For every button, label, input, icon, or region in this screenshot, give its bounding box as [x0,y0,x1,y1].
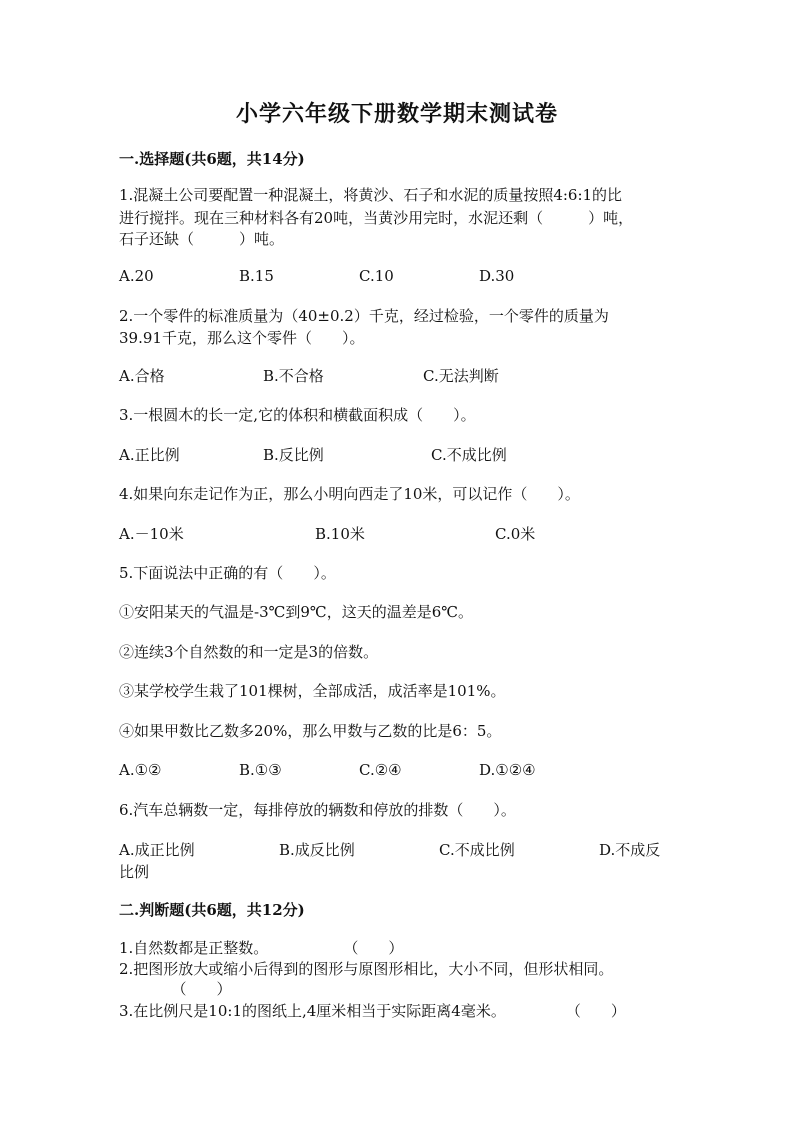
page-title: 小学六年级下册数学期末测试卷 [235,101,558,127]
q5-statement-4: ④如果甲数比乙数多20%，那么甲数与乙数的比是6：5。 [119,722,502,740]
q1-option-c: C.10 [359,267,394,285]
judge-item-3: 3.在比例尺是10:1的图纸上,4厘米相当于实际距离4毫米。 （ ） [119,1002,626,1020]
q1-option-a: A.20 [119,267,154,285]
q1-line-2: 进行搅拌。现在三种材料各有20吨，当黄沙用完时，水泥还剩（ ）吨， [119,209,634,227]
judge-item-2: 2.把图形放大或缩小后得到的图形与原图形相比，大小不同，但形状相同。 [119,960,614,978]
q5-option-a: A.①② [119,761,162,779]
q2-option-b: B.不合格 [263,367,324,385]
q2-line-2: 39.91千克，那么这个零件（ ）。 [119,329,365,347]
judge-item-1: 1.自然数都是正整数。 （ ） [119,939,404,957]
q3-line-1: 3.一根圆木的长一定,它的体积和横截面积成（ ）。 [119,406,476,424]
q6-option-c: C.不成比例 [439,841,515,859]
q5-option-d: D.①②④ [479,761,536,779]
q1-line-3: 石子还缺（ ）吨。 [119,230,285,248]
judge-item-2-bracket: （ ） [119,980,232,998]
q5-statement-2: ②连续3个自然数的和一定是3的倍数。 [119,643,379,661]
q4-option-b: B.10米 [315,525,365,543]
section-heading-judge: 二.判断题(共6题，共12分) [119,901,305,919]
q5-statement-3: ③某学校学生栽了101棵树，全部成活，成活率是101%。 [119,682,506,700]
q3-option-c: C.不成比例 [431,446,507,464]
q4-line-1: 4.如果向东走记作为正，那么小明向西走了10米，可以记作（ ）。 [119,485,580,503]
q6-line-1: 6.汽车总辆数一定，每排停放的辆数和停放的排数（ ）。 [119,801,516,819]
q4-option-c: C.0米 [495,525,536,543]
q1-option-d: D.30 [479,267,515,285]
q6-option-b: B.成反比例 [279,841,355,859]
q6-option-a: A.成正比例 [119,841,195,859]
q5-option-b: B.①③ [239,761,282,779]
section-heading-choice: 一.选择题(共6题，共14分) [119,150,305,168]
q5-option-c: C.②④ [359,761,402,779]
q6-option-d-wrap: 比例 [119,863,150,881]
q5-statement-1: ①安阳某天的气温是-3℃到9℃，这天的温差是6℃。 [119,603,474,621]
q1-option-b: B.15 [239,267,274,285]
q1-line-1: 1.混凝土公司要配置一种混凝土，将黄沙、石子和水泥的质量按照4:6:1的比 [119,186,623,204]
q2-option-c: C.无法判断 [423,367,499,385]
q5-line-1: 5.下面说法中正确的有（ ）。 [119,564,336,582]
q2-option-a: A.合格 [119,367,165,385]
q3-option-a: A.正比例 [119,446,180,464]
q3-option-b: B.反比例 [263,446,324,464]
q6-option-d: D.不成反 [599,841,661,859]
q2-line-1: 2.一个零件的标准质量为（40±0.2）千克，经过检验，一个零件的质量为 [119,307,609,325]
q4-option-a: A.－10米 [119,525,184,543]
